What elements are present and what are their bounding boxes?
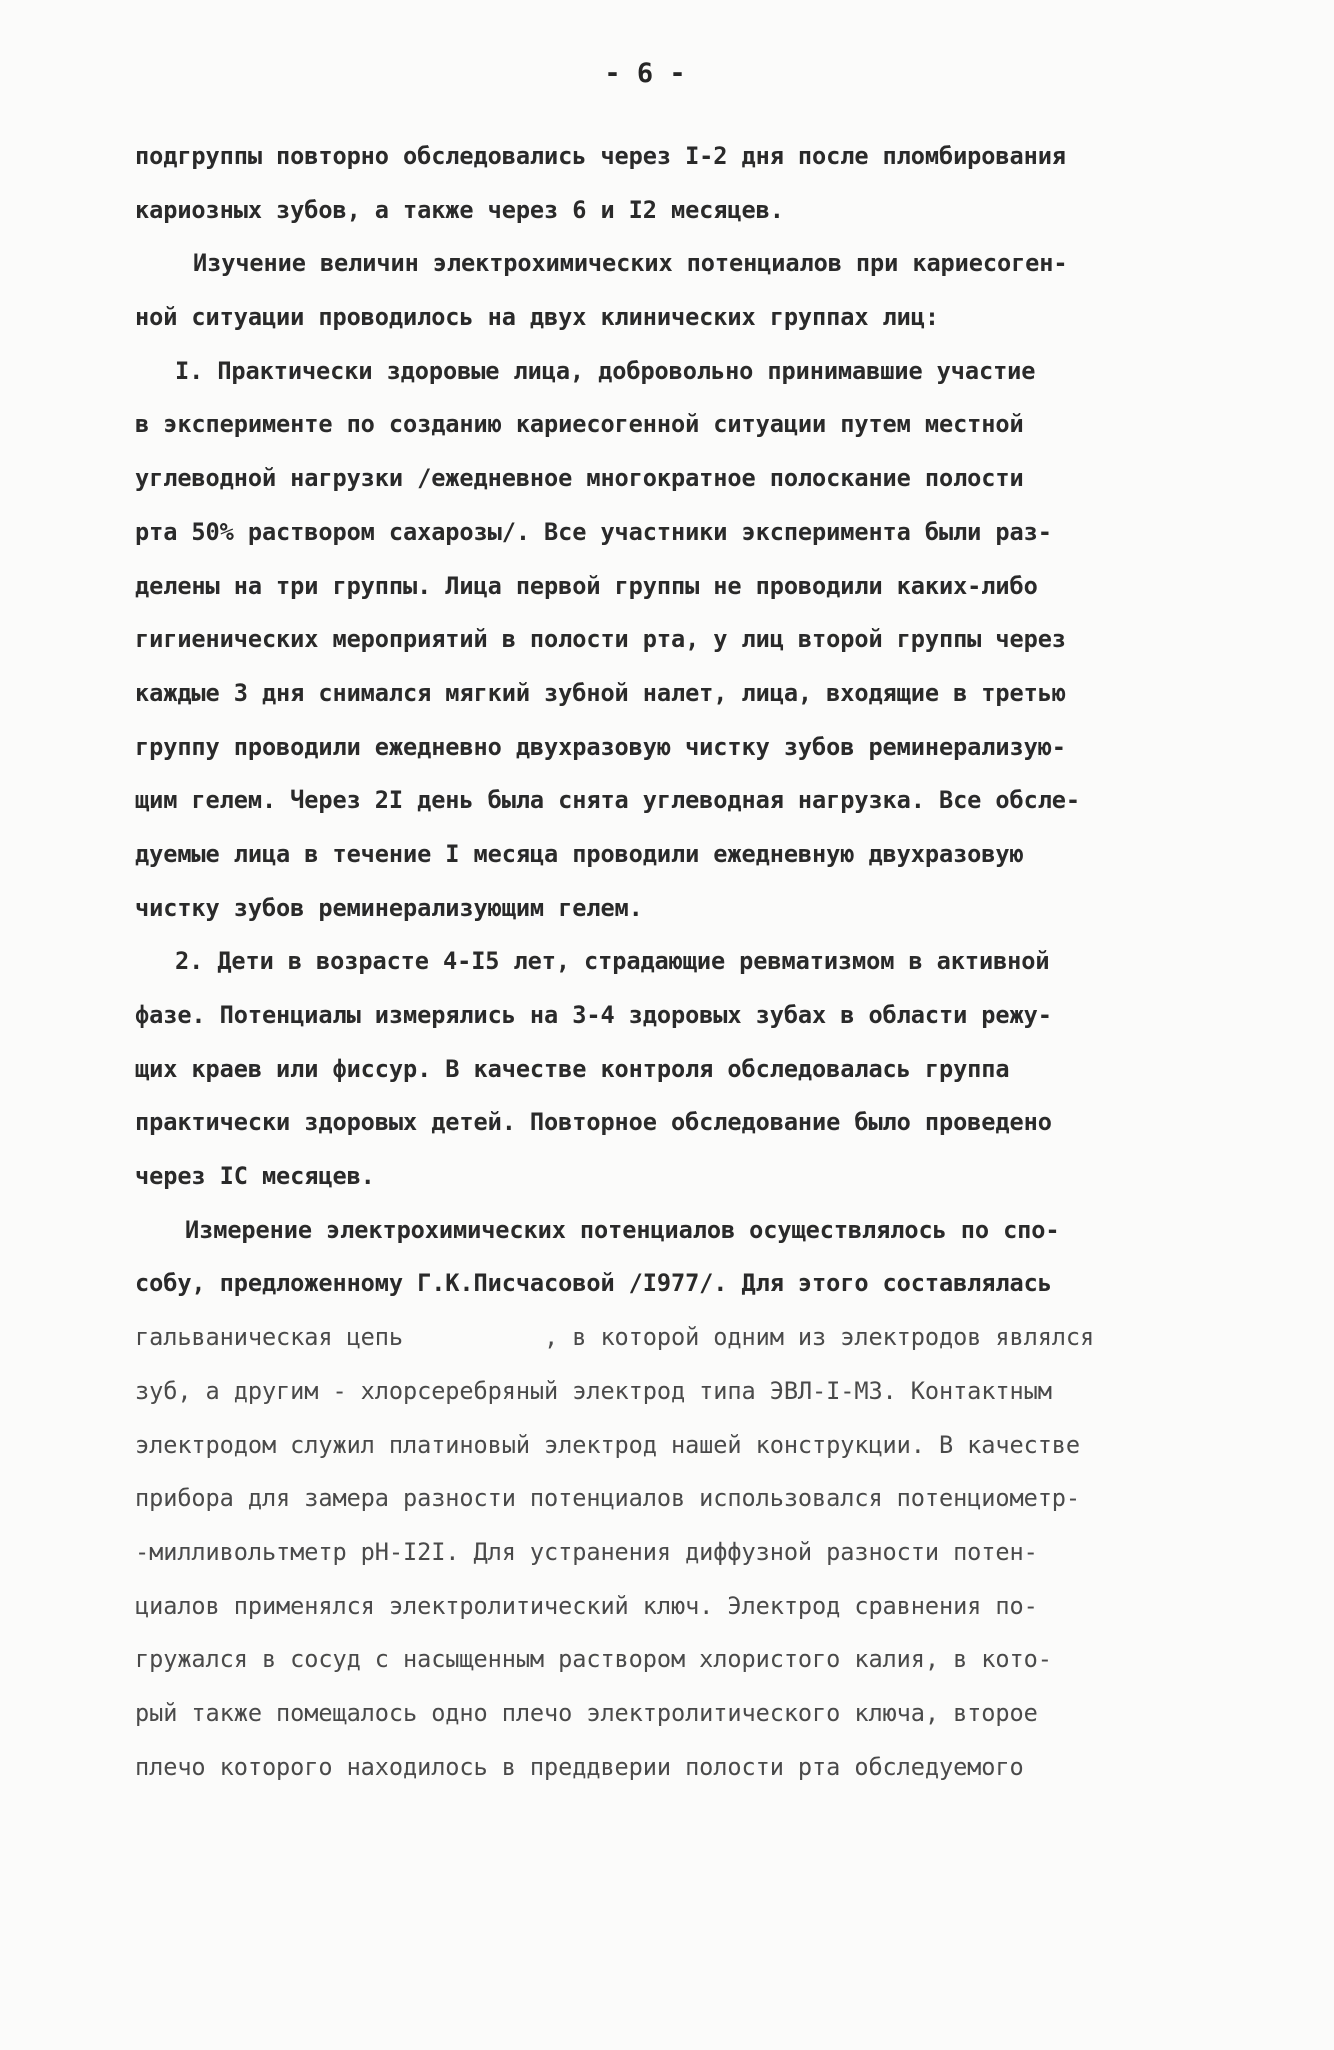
text-line: рый также помещалось одно плечо электролитического ключа, второе xyxy=(135,1698,1038,1727)
text-line: собу, предложенному Г.К.Писчасовой /I977/. Для этого составлялась xyxy=(135,1269,1052,1298)
text-line: гальваническая цепь , в которой одним из электродов являлся xyxy=(135,1323,1095,1352)
text-line: практически здоровых детей. Повторное обследование было проведено xyxy=(135,1108,1052,1137)
text-line: щим гелем. Через 2I день была снята углеводная нагрузка. Все обсле- xyxy=(135,786,1081,815)
text-line: фазе. Потенциалы измерялись на 3-4 здоровых зубах в области режу- xyxy=(135,1001,1052,1029)
text-line: зуб, а другим - хлорсеребряный электрод типа ЭВЛ-I-МЗ. Контактным xyxy=(135,1376,1052,1405)
text-line: гружался в сосуд с насыщенным раствором хлористого калия, в кото- xyxy=(135,1645,1052,1674)
text-line: подгруппы повторно обследовались через I-2 дня после пломбирования xyxy=(135,142,1066,170)
text-line: электродом служил платиновый электрод нашей конструкции. В качестве xyxy=(135,1430,1081,1459)
text-line: в эксперименте по созданию кариесогенной ситуации путем местной xyxy=(135,410,1024,439)
text-line: щих краев или фиссур. В качестве контроля обследовалась группа xyxy=(135,1054,1010,1083)
text-line: чистку зубов реминерализующим гелем. xyxy=(135,893,643,922)
text-line: рта 50% раствором сахарозы/. Все участники эксперимента были раз- xyxy=(135,517,1052,546)
text-line: делены на три группы. Лица первой группы не проводили каких-либо xyxy=(135,571,1038,600)
body-text xyxy=(135,130,1205,1794)
text-line: гигиенических мероприятий в полости рта, у лиц второй группы через xyxy=(135,625,1066,654)
text-line: циалов применялся электролитический ключ. Электрод сравнения по- xyxy=(135,1591,1038,1620)
text-line: кариозных зубов, а также через 6 и I2 месяцев. xyxy=(135,195,784,224)
page-number: - 6 - xyxy=(604,58,686,89)
text-line: прибора для замера разности потенциалов использовался потенциометр- xyxy=(135,1484,1081,1513)
list-item-1-start-line: I. Практически здоровые лица, добровольно принимавшие участие xyxy=(175,356,1036,385)
text-line: плечо которого находилось в преддверии полости рта обследуемого xyxy=(135,1752,1024,1781)
text-line: углеводной нагрузки /ежедневное многократное полоскание полости xyxy=(135,464,1024,493)
paragraph-start-line: Измерение электрохимических потенциалов осуществлялось по спо- xyxy=(185,1215,1060,1244)
text-line: ной ситуации проводилось на двух клинических группах лиц: xyxy=(135,303,939,332)
paragraph-start-line: Изучение величин электрохимических потенциалов при кариесоген- xyxy=(193,249,1068,278)
text-line: каждые 3 дня снимался мягкий зубной налет, лица, входящие в третью xyxy=(135,678,1066,707)
text-line: дуемые лица в течение I месяца проводили ежедневную двухразовую xyxy=(135,839,1024,868)
text-line: -милливольтметр рН-I2I. Для устранения диффузной разности потен- xyxy=(135,1537,1038,1566)
text-line: через IC месяцев. xyxy=(135,1162,375,1191)
text-line: группу проводили ежедневно двухразовую чистку зубов реминерализую- xyxy=(135,732,1066,761)
list-item-2-start-line: 2. Дети в возрасте 4-I5 лет, страдающие ревматизмом в активной xyxy=(175,947,1050,976)
